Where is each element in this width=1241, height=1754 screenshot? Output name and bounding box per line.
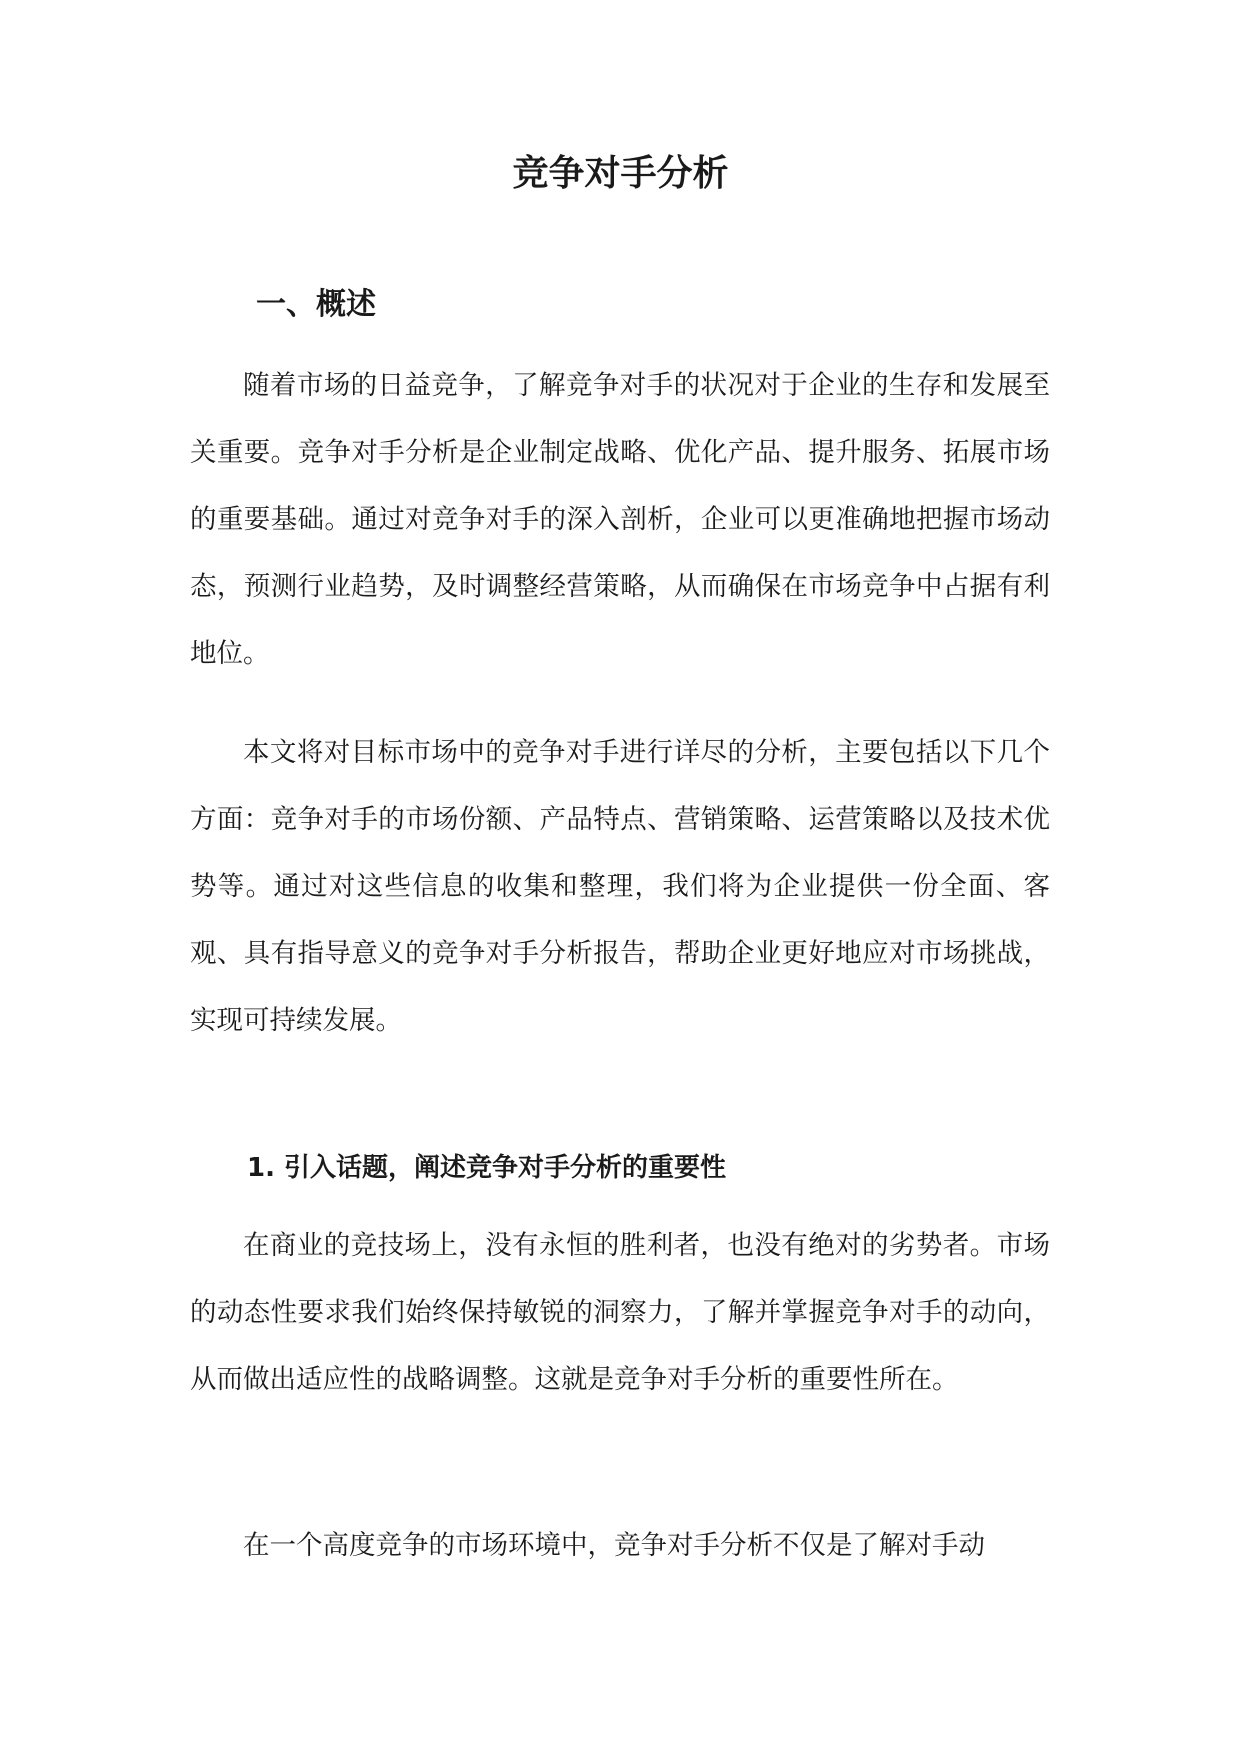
overview-paragraph-1: 随着市场的日益竞争，了解竞争对手的状况对于企业的生存和发展至关重要。竞争对手分析是企业制定战略、优化产品、提升服务、拓展市场的重要基础。通过对竞争对手的深入剖析，企业可以更准确地把握市场动态，预测行业趋势，及时调整经营策略，从而确保在市场竞争中占据有利地位。 [190, 370, 1050, 669]
overview-paragraph-2: 本文将对目标市场中的竞争对手进行详尽的分析，主要包括以下几个方面：竞争对手的市场份额、产品特点、营销策略、运营策略以及技术优势等。通过对这些信息的收集和整理，我们将为企业提供一份全面、客观、具有指导意义的竞争对手分析报告，帮助企业更好地应对市场挑战，实现可持续发展。 [190, 737, 1050, 1036]
document-title: 竞争对手分析 [512, 153, 729, 194]
subsection-paragraph-2: 在一个高度竞争的市场环境中，竞争对手分析不仅是了解对手动 [243, 1530, 985, 1561]
subsection-paragraph-1: 在商业的竞技场上，没有永恒的胜利者，也没有绝对的劣势者。市场的动态性要求我们始终保持敏锐的洞察力，了解并掌握竞争对手的动向，从而做出适应性的战略调整。这就是竞争对手分析的重要性所在。 [190, 1230, 1050, 1395]
section-heading-overview: 一、概述 [256, 287, 376, 322]
subsection-heading-importance: 1. 引入话题，阐述竞争对手分析的重要性 [247, 1153, 727, 1183]
